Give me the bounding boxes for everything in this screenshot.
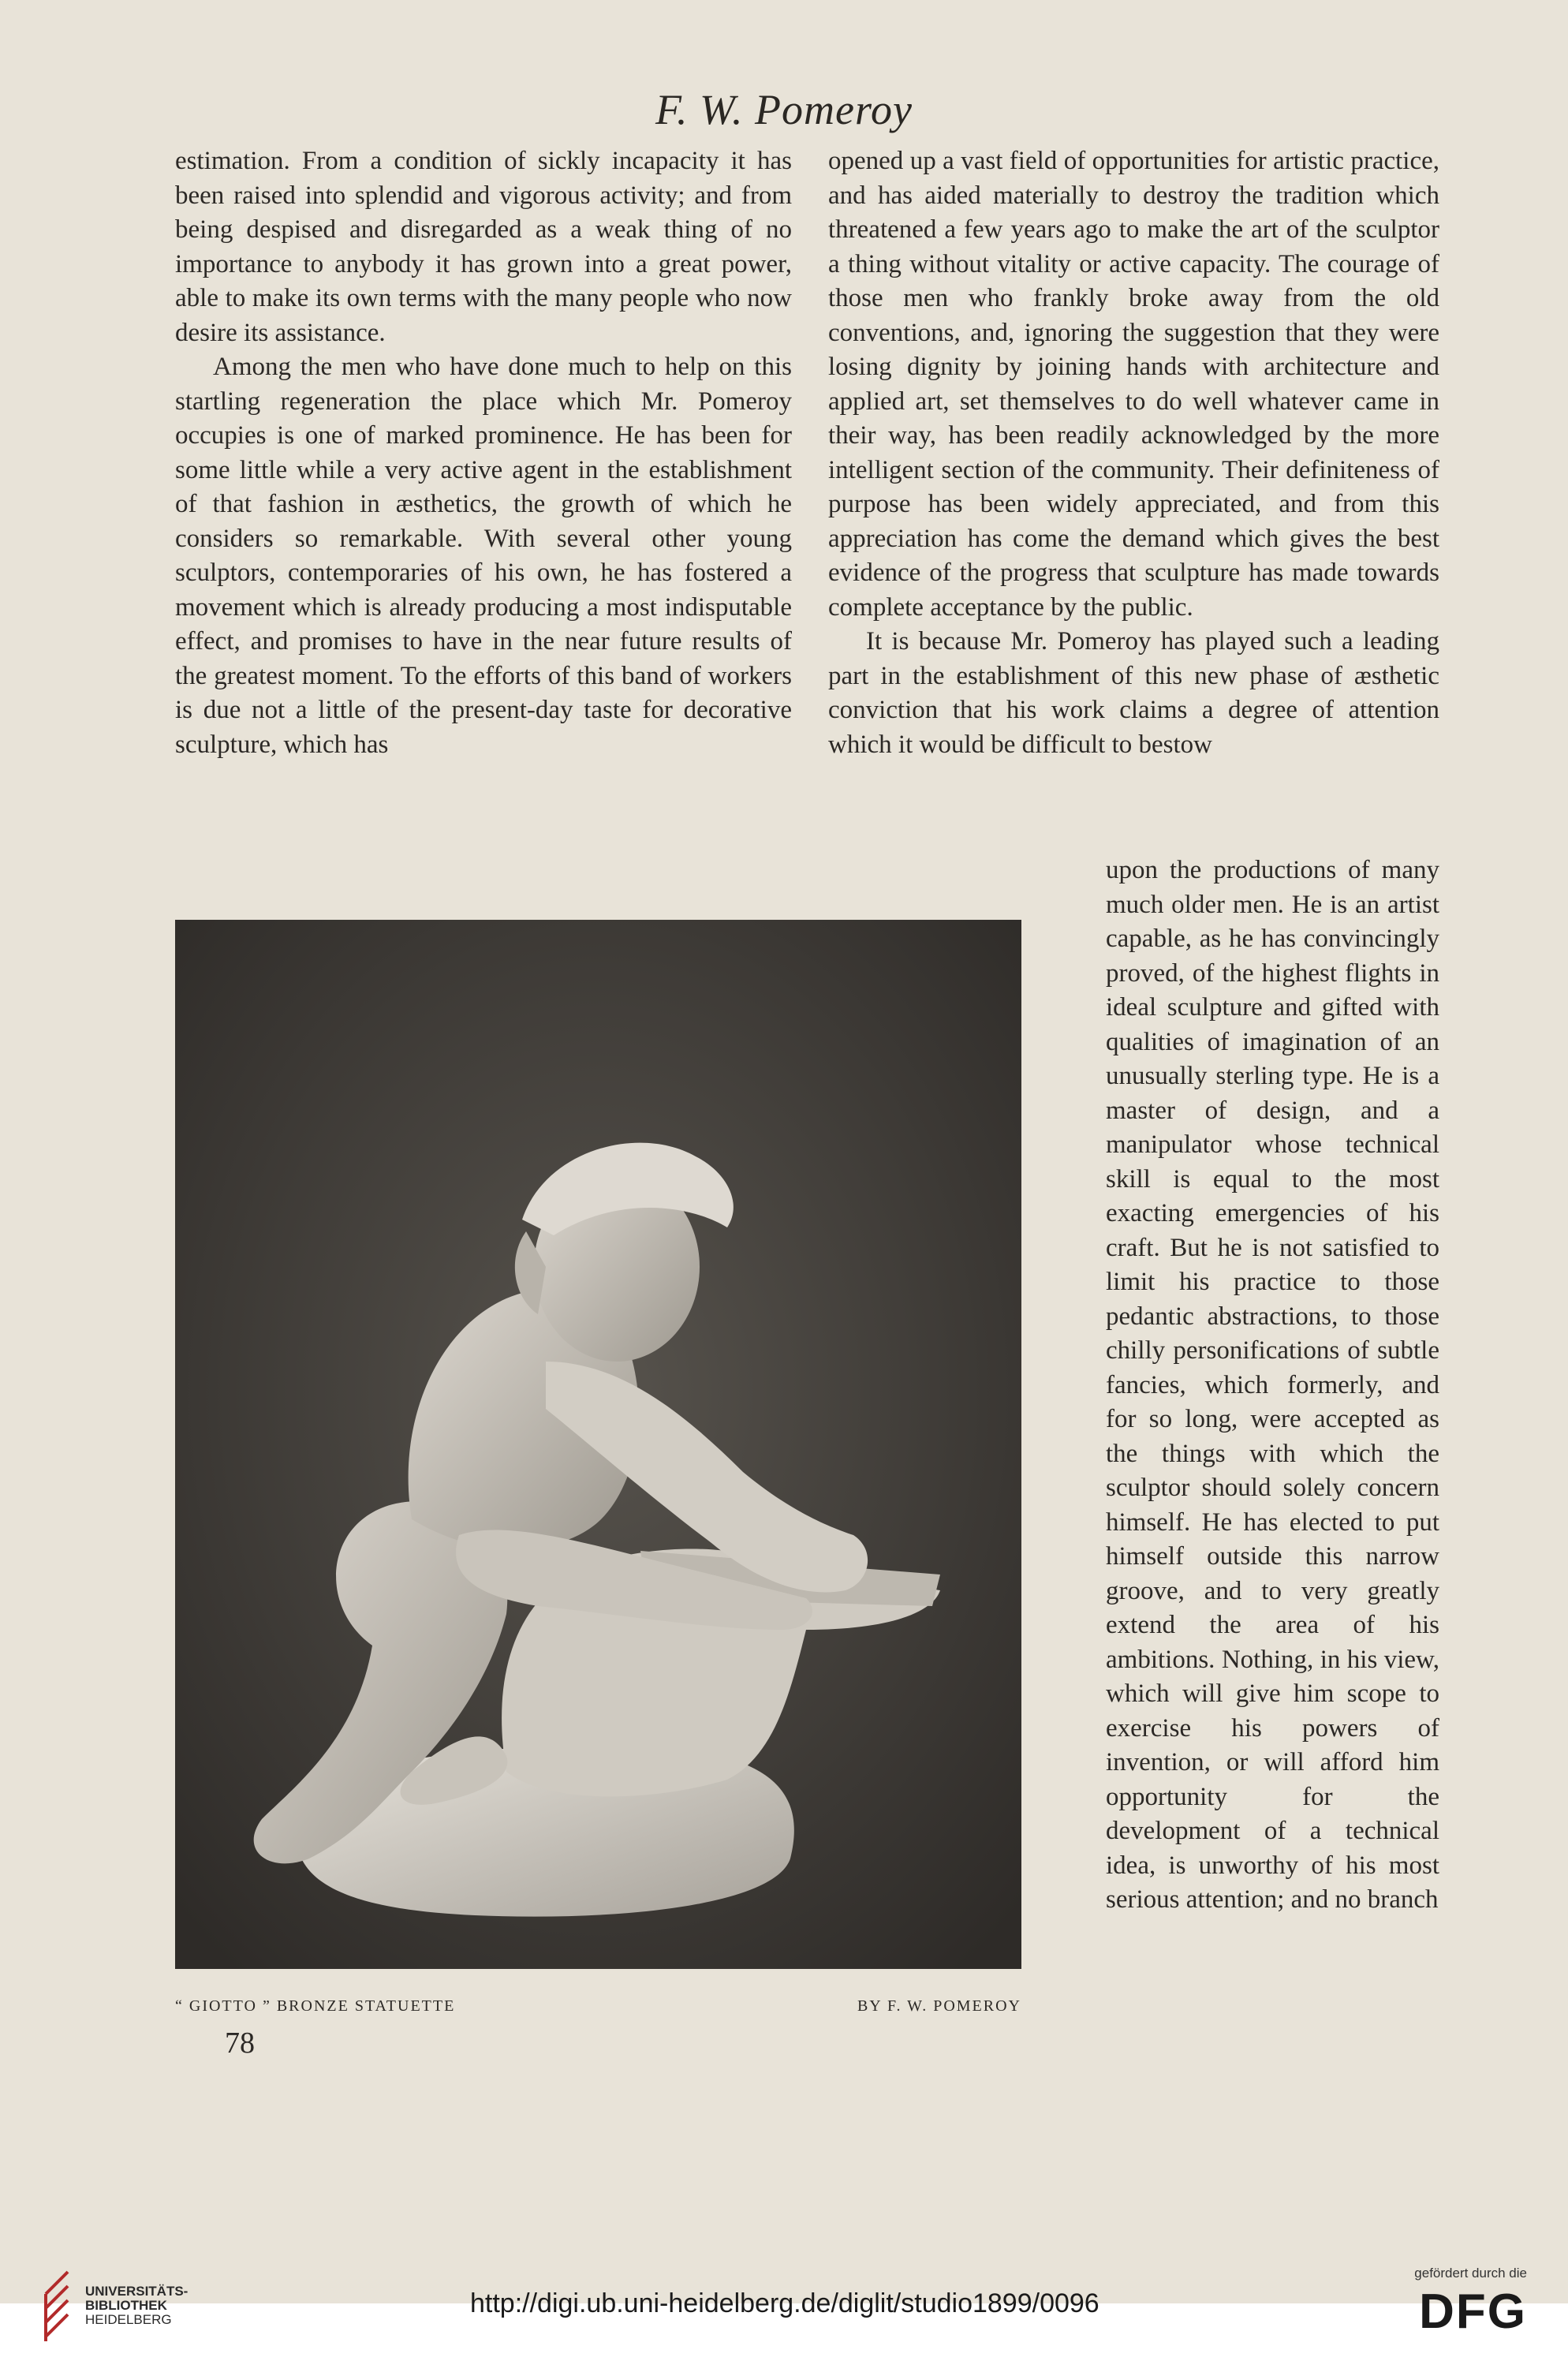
library-line-1: UNIVERSITÄTS- xyxy=(85,2284,189,2299)
page-number: 78 xyxy=(225,2027,255,2060)
library-logo-icon xyxy=(41,2262,73,2345)
left-column xyxy=(175,144,792,762)
running-head: F. W. Pomeroy xyxy=(655,86,913,133)
statuette-photograph xyxy=(175,920,1021,1969)
funding-label: gefördert durch die xyxy=(1414,2266,1527,2281)
caption-title: “ GIOTTO ” BRONZE STATUETTE xyxy=(175,1997,456,2015)
paragraph: opened up a vast field of opportunities for artistic practice, and has aided materially to destroy the tradition which threatened a few years ago to make the art of the sculptor a thing without vitality or active capacity. The courage of those men who frankly broke away from the old conventions, and, ignoring the suggestion that they were losing dignity by joining hands with architecture and applied art, set themselves to do well whatever came in their way, has been readily acknowledged by the more intelligent section of the community. Their definiteness of purpose has been widely appreciated, and from this appreciation has come the demand which gives the best evidence of the progress that sculpture has made towards complete acceptance by the public. xyxy=(828,147,1439,622)
caption-credit: BY F. W. POMEROY xyxy=(857,1997,1021,2015)
library-line-3: HEIDELBERG xyxy=(85,2312,172,2327)
library-name xyxy=(85,2284,188,2327)
paragraph: upon the productions of many much older men. He is an artist capable, as he has convincingly proved, of the highest flights in ideal sculpture and gifted with qualities of imagination of an unusually sterling type. He is a master of design, and a manipulator whose technical skill is equal to the most exacting emergencies of his craft. But he is not satisfied to limit his practice to those pedantic abstractions, to those chilly personifications of subtle fancies, which formerly, and for so long, were accepted as the things with which the sculptor should solely concern himself. He has elected to put himself outside this narrow groove, and to very greatly extend the area of his ambitions. Nothing, in his view, which will give him scope to exercise his powers of invention, or will afford him opportunity for the development of a technical idea, is unworthy of his most serious attention; and no branch xyxy=(1106,856,1439,1914)
right-column-narrow xyxy=(1106,854,1439,1918)
dfg-logo: DFG xyxy=(1419,2284,1527,2339)
statuette-illustration xyxy=(175,920,1021,1969)
library-line-2: BIBLIOTHEK xyxy=(85,2298,167,2313)
permalink-url[interactable]: http://digi.ub.uni-heidelberg.de/diglit/studio1899/0096 xyxy=(470,2288,1099,2318)
paragraph: Among the men who have done much to help on this startling regeneration the place which Mr. Pomeroy occupies is one of marked prominence. He has been for some little while a very active agent in the establishment of that fashion in æsthetics, the growth of which he considers so remarkable. With several other young sculptors, contemporaries of his own, he has fostered a movement which is already producing a most indisputable effect, and promises to have in the near future results of the greatest moment. To the efforts of this band of workers is due not a little of the present-day taste for decorative sculpture, which has xyxy=(175,353,792,759)
paragraph: estimation. From a condition of sickly incapacity it has been raised into splendid and vigorous activity; and from being despised and disregarded as a weak thing of no importance to anybody it has grown into a great power, able to make its own terms with the many people who now desire its assistance. xyxy=(175,147,792,347)
right-column xyxy=(828,144,1439,762)
paragraph: It is because Mr. Pomeroy has played such a leading part in the establishment of this new phase of æsthetic conviction that his work claims a degree of attention which it would be difficult to bestow xyxy=(828,627,1439,759)
